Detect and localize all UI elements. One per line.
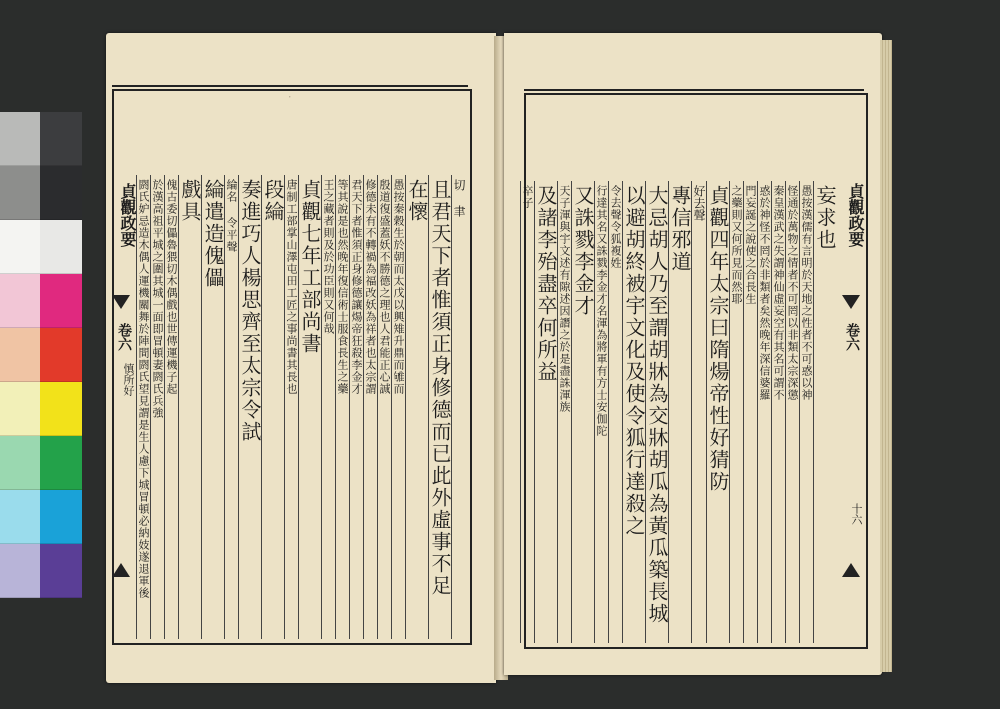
text-column: 殷道復盛蓋妖不勝德之理也人君能正心誠 xyxy=(377,175,391,639)
text-column: 怪通於萬物之情者不可罔以非類太宗深懲 xyxy=(785,181,799,643)
text-column: 貞觀七年工部尚書 xyxy=(298,175,321,639)
fish-tail-mark xyxy=(112,295,130,309)
color-swatch xyxy=(0,490,40,544)
margin-title: 貞觀政要 xyxy=(846,183,865,247)
text-column: 等其說是也然晚年復信術士服食長生之藥 xyxy=(335,175,349,639)
text-column: 閼氏妒忌造木偶人運機關舞於陣間閼氏望見謂是生人慮下城冒頓必納妓遂退軍後 xyxy=(136,175,150,639)
color-swatch xyxy=(0,112,40,166)
page-top-rule xyxy=(524,89,864,91)
color-swatch xyxy=(0,382,40,436)
text-column: 之藥則又何所見而然耶 xyxy=(729,181,743,643)
color-swatch xyxy=(40,166,82,220)
text-columns xyxy=(137,175,466,639)
bleed-through-text: . xyxy=(286,95,299,99)
color-swatch xyxy=(0,220,40,274)
text-column: 令去聲令狐複姓 xyxy=(608,181,622,643)
fish-tail-mark xyxy=(842,295,860,309)
text-column: 惑於神怪不罔於非類者矣然晚年深信婆羅 xyxy=(757,181,771,643)
page-edges xyxy=(880,40,892,672)
text-column: 奏進巧人楊思齊至太宗令試 xyxy=(238,175,261,639)
text-column: 卒子 xyxy=(520,181,534,643)
fish-tail-mark xyxy=(112,563,130,577)
text-column: 修德未有不轉禍為福改妖為祥者也太宗謂 xyxy=(363,175,377,639)
text-column: 於漢高祖平城之圍其城一面即冒頓妻閼氏兵強 xyxy=(150,175,164,639)
text-column: 及諸李殆盡卒何所益 xyxy=(534,181,557,643)
text-column: 切 聿 xyxy=(451,175,466,639)
text-column: 專信邪道 xyxy=(668,181,691,643)
left-page xyxy=(106,33,496,683)
color-swatch xyxy=(0,166,40,220)
text-column: 行達其名又誅戮李金才名渾為將軍有方士安伽陀 xyxy=(594,181,608,643)
page-number: 十六 xyxy=(850,503,863,525)
text-columns xyxy=(521,181,837,643)
text-column: 愚按漢儒有言明於天地之性者不可惑以神 xyxy=(799,181,813,643)
margin-title: 貞觀政要 xyxy=(118,183,137,247)
text-column: 在懷 xyxy=(405,175,428,639)
color-swatch xyxy=(40,490,82,544)
text-column: 王之藏者則及於功臣則又何哉 xyxy=(321,175,335,639)
section-label: 慎所好 xyxy=(122,363,135,396)
text-column: 大忌胡人乃至謂胡牀為交牀胡瓜為黃瓜築長城 xyxy=(645,181,668,643)
color-swatch xyxy=(40,112,82,166)
color-swatch xyxy=(40,274,82,328)
color-swatch xyxy=(0,436,40,490)
fish-tail-mark xyxy=(842,563,860,577)
volume-label: 卷六 xyxy=(844,323,860,351)
text-column: 戲具 xyxy=(178,175,201,639)
text-column: 且君天下者惟須正身修德而已此外虛事不足 xyxy=(428,175,451,639)
color-swatch xyxy=(0,328,40,382)
text-column: 貞觀四年太宗曰隋煬帝性好猜防 xyxy=(706,181,729,643)
text-column: 段綸 xyxy=(261,175,284,639)
text-column: 又誅戮李金才 xyxy=(571,181,594,643)
text-column: 君天下者惟須正身修德讓煬帝狂殺李金才 xyxy=(349,175,363,639)
text-column: 秦皇漢武之失謂神仙虛妄空有其名可謂不 xyxy=(771,181,785,643)
color-swatch xyxy=(0,274,40,328)
text-column: 好去聲 xyxy=(691,181,706,643)
text-column: 妄求也 xyxy=(813,181,836,643)
text-column: 綸名 令平聲 xyxy=(224,175,238,639)
text-column: 愚按秦穀生於朝而太戊以興雉升鼎而雊而 xyxy=(391,175,405,639)
text-column: 門妄誕之說使之合長生 xyxy=(743,181,757,643)
text-column: 綸遣造傀儡 xyxy=(201,175,224,639)
color-swatch xyxy=(40,328,82,382)
color-swatch xyxy=(40,220,82,274)
right-page xyxy=(504,33,882,675)
text-column: 唐制工部掌山澤屯田工匠之事尚書其長也 xyxy=(284,175,298,639)
text-column: 以避胡終被宇文化及使令狐行達殺之 xyxy=(622,181,645,643)
color-swatch xyxy=(40,382,82,436)
color-calibration-chart xyxy=(0,112,82,602)
color-swatch xyxy=(40,436,82,490)
color-swatch xyxy=(40,544,82,598)
text-column: 傀古委切儡魯猥切木偶戲也世傳運機子起 xyxy=(164,175,178,639)
text-column: 天子渾與宇文述有隙述因譖之於是盡誅渾族 xyxy=(557,181,571,643)
page-top-rule xyxy=(112,85,468,87)
color-swatch xyxy=(0,544,40,598)
volume-label: 卷六 xyxy=(116,323,132,351)
